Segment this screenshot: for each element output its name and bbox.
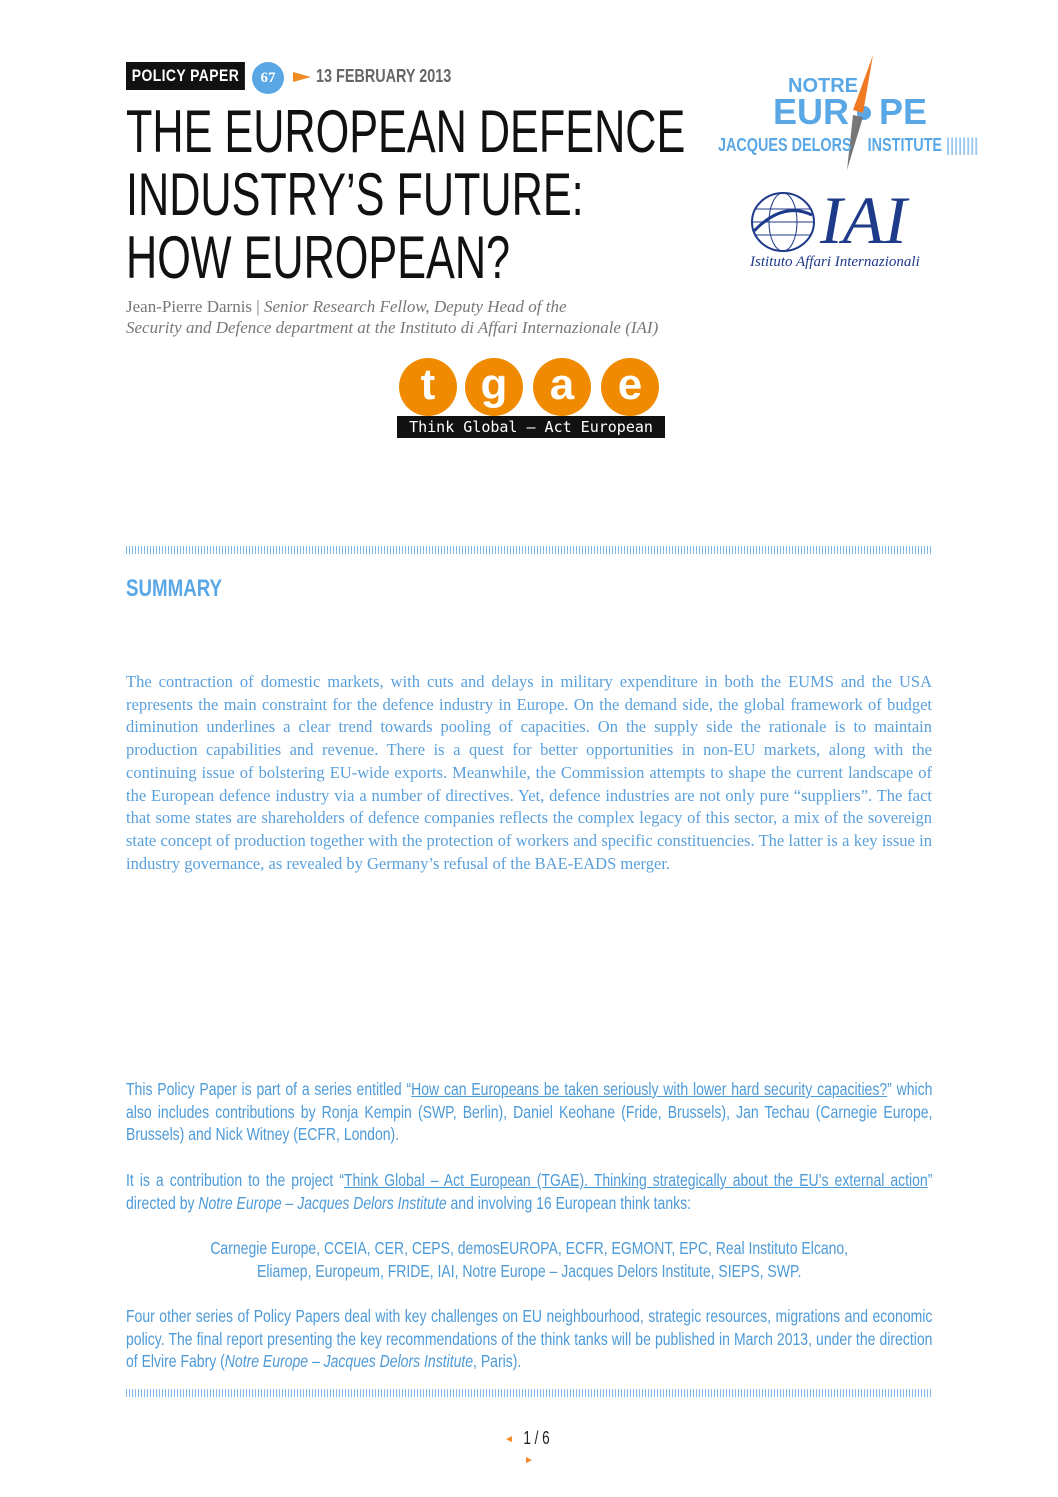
logo-text: EUR PE bbox=[773, 91, 928, 132]
author-name: Jean-Pierre Darnis bbox=[126, 297, 253, 316]
tgae-tagline: Think Global – Act European bbox=[397, 416, 665, 438]
logo-letter: t bbox=[399, 358, 457, 416]
divider bbox=[126, 546, 932, 554]
publication-date: 13 FEBRUARY 2013 bbox=[316, 66, 452, 86]
logo-letter: g bbox=[465, 358, 523, 416]
author-role: Senior Research Fellow, Deputy Head of the bbox=[263, 297, 567, 316]
arrow-right-icon: ► bbox=[524, 1454, 534, 1466]
arrow-icon bbox=[293, 72, 311, 82]
issue-number: 67 bbox=[252, 62, 284, 94]
page-number: ◄ 1 / 6 ► bbox=[504, 1428, 550, 1466]
project-note: It is a contribution to the project “Think Global – Act European (TGAE). Thinking strategically about the EU’s external action” directed by Notre Europe – Jacques Delors Institute and involving 16 European think tanks: bbox=[126, 1170, 933, 1213]
summary-heading: SUMMARY bbox=[126, 575, 223, 602]
arrow-left-icon: ◄ bbox=[504, 1433, 514, 1445]
project-link[interactable]: Think Global – Act European (TGAE). Thinking strategically about the EU’s external action bbox=[343, 1170, 928, 1190]
logo-text: JACQUES DELORS INSTITUTE |||||||| bbox=[718, 135, 979, 155]
policy-paper-badge: POLICY PAPER bbox=[126, 62, 245, 90]
logo-text: NOTRE bbox=[788, 75, 858, 97]
series-link[interactable]: How can Europeans be taken seriously with lower hard security capacities? bbox=[411, 1079, 888, 1099]
series-note: This Policy Paper is part of a series entitled “How can Europeans be taken seriously with lower hard security capacities?” which also includes contributions by Ronja Kempin (SWP, Berlin), Daniel Keohane (Fride, Brussels), Jan Techau (Carnegie Europe, Brussels) and Nick Witney (ECFR, London). bbox=[126, 1079, 933, 1145]
title-line: HOW EUROPEAN? bbox=[126, 224, 511, 291]
notre-europe-logo bbox=[718, 55, 998, 170]
author-line bbox=[126, 296, 658, 338]
page-title bbox=[126, 100, 685, 289]
other-series-note: Four other series of Policy Papers deal with key challenges on EU neighbourhood, strategic resources, migrations and economic policy. The final report presenting the key recommendations of the think tanks will be published in March 2013, under the direction of Elvire Fabry (Notre Europe – Jacques Delors Institute, Paris). bbox=[126, 1306, 933, 1372]
logo-letter: e bbox=[601, 358, 659, 416]
summary-text: The contraction of domestic markets, with cuts and delays in military expenditure in both the EUMS and the USA represents the main constraint for the defence industry in Europe. On the demand side, the global framework of budget diminution underlines a clear trend towards pooling of capacities. On the supply side the rationale is to maintain production capabilities and revenue. There is a quest for better opportunities in non-EU markets, along with the continuing issue of bolstering EU-wide exports. Meanwhile, the Commission attempts to shape the current landscape of the European defence industry via a number of directives. Yet, defence industries are not only pure “suppliers”. The fact that some states are shareholders of defence companies reflects the complex legacy of this sector, a mix of the sovereign state concept of production together with the protection of workers and specific constituencies. The latter is a key issue in industry governance, as revealed by Germany’s refusal of the BAE-EADS merger. bbox=[126, 672, 932, 873]
tgae-logo bbox=[397, 358, 665, 438]
globe-icon bbox=[750, 191, 816, 253]
think-tanks-list: Carnegie Europe, CCEIA, CER, CEPS, demosEUROPA, ECFR, EGMONT, EPC, Real Instituto Elcano, Eliamep, Europeum, FRIDE, IAI, Notre Europe – Jacques Delors Institute, SIEPS, SWP. bbox=[210, 1238, 849, 1281]
iai-logo bbox=[750, 182, 950, 278]
author-role: Security and Defence department at the Instituto di Affari Internazionale (IAI) bbox=[126, 318, 659, 337]
logo-letter: a bbox=[533, 358, 591, 416]
separator: | bbox=[252, 297, 264, 316]
iai-subtitle: Istituto Affari Internazionali bbox=[750, 254, 920, 270]
divider bbox=[126, 1389, 932, 1397]
title-line: THE EUROPEAN DEFENCE bbox=[126, 98, 686, 165]
title-line: INDUSTRY’S FUTURE: bbox=[126, 161, 584, 228]
iai-mark: IAI bbox=[820, 182, 907, 258]
